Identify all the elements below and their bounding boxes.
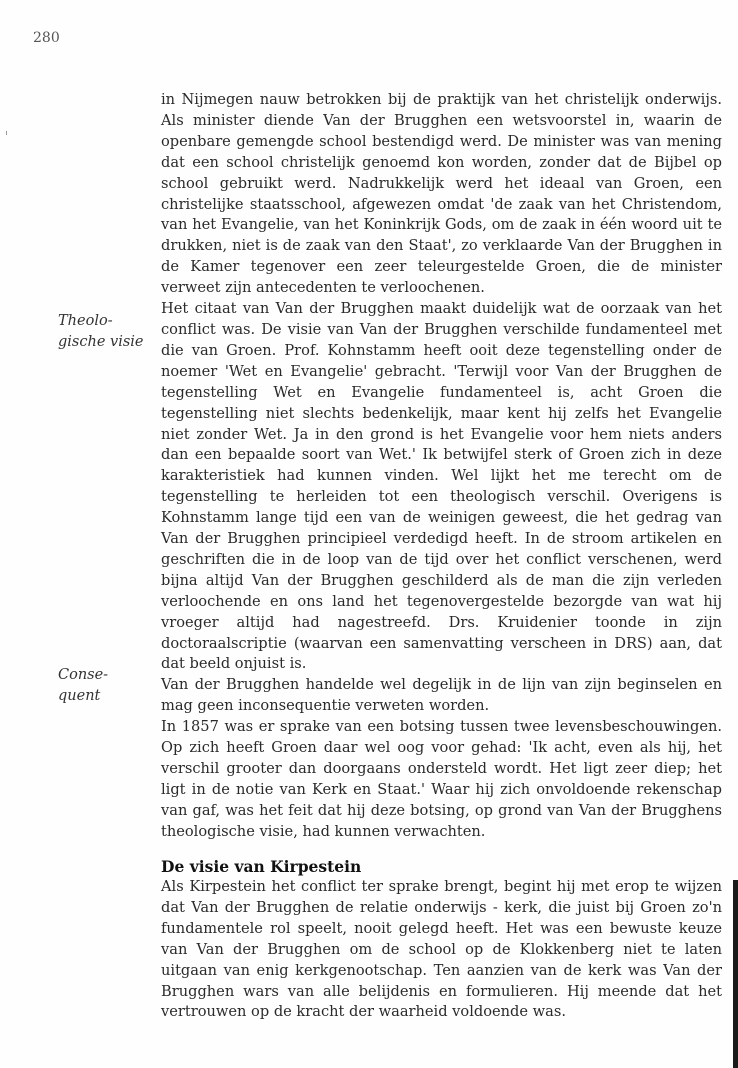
section-kirpestein: [161, 856, 722, 1023]
page-number: 280: [33, 30, 60, 46]
paragraph-3: Van der Brugghen handelde wel degelijk in de lijn van zijn beginselen en mag geen inconsequentie verweten worden.: [161, 676, 722, 715]
main-text: [161, 90, 722, 843]
paragraph-1: in Nijmegen nauw betrokken bij de praktijk van het christelijk onderwijs. Als minister diende Van der Brugghen een wetsvoorstel in, waarin de openbare gemengde school bestendigd werd. De minister was van mening dat een school christelijk genoemd kon worden, zonder dat de Bijbel op school gebruikt werd. Nadrukkelijk werd het ideaal van Groen, een christelijke staatsschool, afgewezen omdat 'de zaak van het Christendom, van het Evangelie, van het Koninkrijk Gods, om de zaak in één woord uit te drukken, niet is de zaak van den Staat', zo verklaarde Van der Brugghen in de Kamer tegenover een zeer teleurgestelde Groen, die de minister verweet zijn antecedenten te verloochenen.: [161, 91, 722, 297]
paragraph-4: In 1857 was er sprake van een botsing tussen twee levensbeschouwingen. Op zich heeft Groen daar wel oog voor gehad: 'Ik acht, even als hij, het verschil grooter dan doorgaans ondersteld wordt. Het ligt zeer diep; het ligt in de notie van Kerk en Staat.' Waar hij zich onvoldoende rekenschap van gaf, was het feit dat hij deze botsing, op grond van Van der Brugghens theologische visie, had kunnen verwachten.: [161, 718, 722, 840]
paragraph-2: Het citaat van Van der Brugghen maakt duidelijk wat de oorzaak van het conflict was. De visie van Van der Brugghen verschilde fundamenteel met die van Groen. Prof. Kohnstamm heeft ooit deze tegenstelling onder de noemer 'Wet en Evangelie' gebracht. 'Terwijl voor Van der Brugghen de tegenstelling Wet en Evangelie fundamenteel is, acht Groen die tegenstelling niet slechts bedenkelijk, maar kent hij zelfs het Evangelie niet zonder Wet. Ja in den grond is het Evangelie voor hem niets anders dan een bepaalde soort van Wet.' Ik betwijfel sterk of Groen zich in deze karakteristiek had kunnen vinden. Wel lijkt het me terecht om de tegenstelling te herleiden tot een theologisch verschil. Overigens is Kohnstamm lange tijd een van de weinigen geweest, die het gedrag van Van der Brugghen principieel verdedigd heeft. In de stroom artikelen en geschriften die in de loop van de tijd over het conflict verschenen, werd bijna altijd Van der Brugghen geschilderd als de man die zijn verleden verloochende en ons land het tegenovergestelde bezorgde van wat hij vroeger altijd had nagestreefd. Drs. Kruidenier toonde in zijn doctoraalscriptie (waarvan een samenvatting verscheen in DRS) aan, dat dat beeld onjuist is.: [161, 300, 722, 673]
section-paragraph: Als Kirpestein het conflict ter sprake brengt, begint hij met erop te wijzen dat Van der Brugghen de relatie onderwijs - kerk, die juist bij Groen zo'n fundamentele rol speelt, nooit gelegd heeft. Het was een bewuste keuze van Van der Brugghen om de school op de Klokkenberg niet te laten uitgaan van enig kerkgenootschap. Ten aanzien van de kerk was Van der Brugghen wars van alle belijdenis en formulieren. Hij meende dat het vertrouwen op de kracht der waarheid voldoende was.: [161, 878, 722, 1021]
section-heading: De visie van Kirpestein: [161, 857, 362, 876]
margin-note-consequent: Conse- quent: [58, 667, 109, 704]
scan-edge-shadow: [733, 880, 738, 1068]
margin-note-theologische-visie: Theolo- gische visie: [58, 313, 144, 350]
scan-mark: [6, 131, 7, 135]
